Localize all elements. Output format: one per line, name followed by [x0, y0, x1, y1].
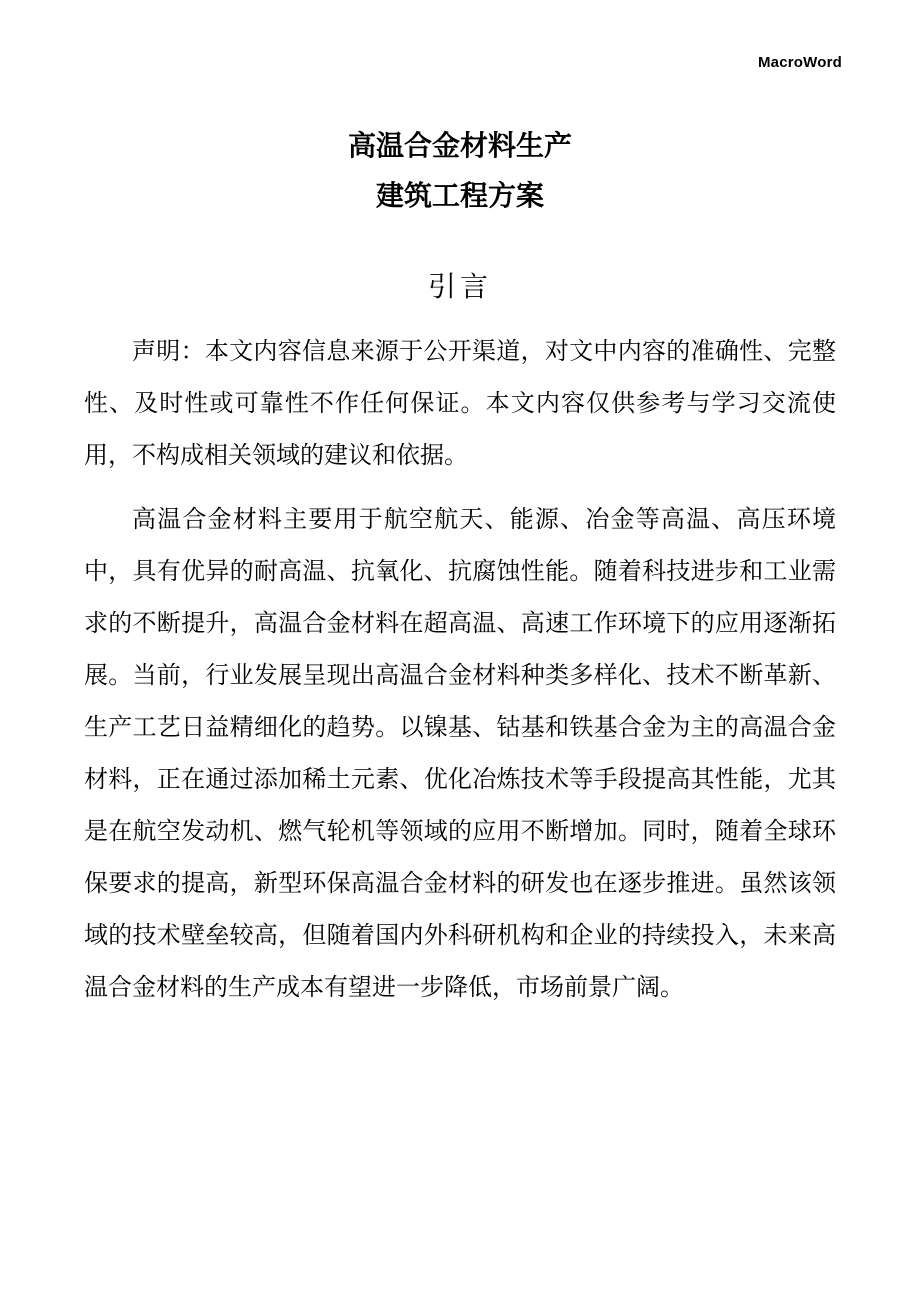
- document-title-line-1: 高温合金材料生产: [347, 131, 572, 162]
- document-title-block: [0, 0, 920, 222]
- paragraph-industry-overview: 高温合金材料主要用于航空航天、能源、冶金等高温、高压环境中，具有优异的耐高温、抗氧化、抗腐蚀性能。随着科技进步和工业需求的不断提升，高温合金材料在超高温、高速工作环境下的应用逐渐拓展。当前，行业发展呈现出高温合金材料种类多样化、技术不断革新、生产工艺日益精细化的趋势。以镍基、钴基和铁基合金为主的高温合金材料，正在通过添加稀土元素、优化冶炼技术等手段提高其性能，尤其是在航空发动机、燃气轮机等领域的应用不断增加。同时，随着全球环保要求的提高，新型环保高温合金材料的研发也在逐步推进。虽然该领域的技术壁垒较高，但随着国内外科研机构和企业的持续投入，未来高温合金材料的生产成本有望进一步降低，市场前景广阔。: [84, 507, 836, 1001]
- brand-watermark: MacroWord: [757, 54, 842, 71]
- section-heading-introduction: 引言: [427, 272, 492, 303]
- document-body: [84, 326, 836, 1014]
- document-title-line-2: 建筑工程方案: [375, 181, 544, 212]
- paragraph-disclaimer: 声明：本文内容信息来源于公开渠道，对文中内容的准确性、完整性、及时性或可靠性不作任何保证。本文内容仅供参考与学习交流使用，不构成相关领域的建议和依据。: [84, 339, 836, 469]
